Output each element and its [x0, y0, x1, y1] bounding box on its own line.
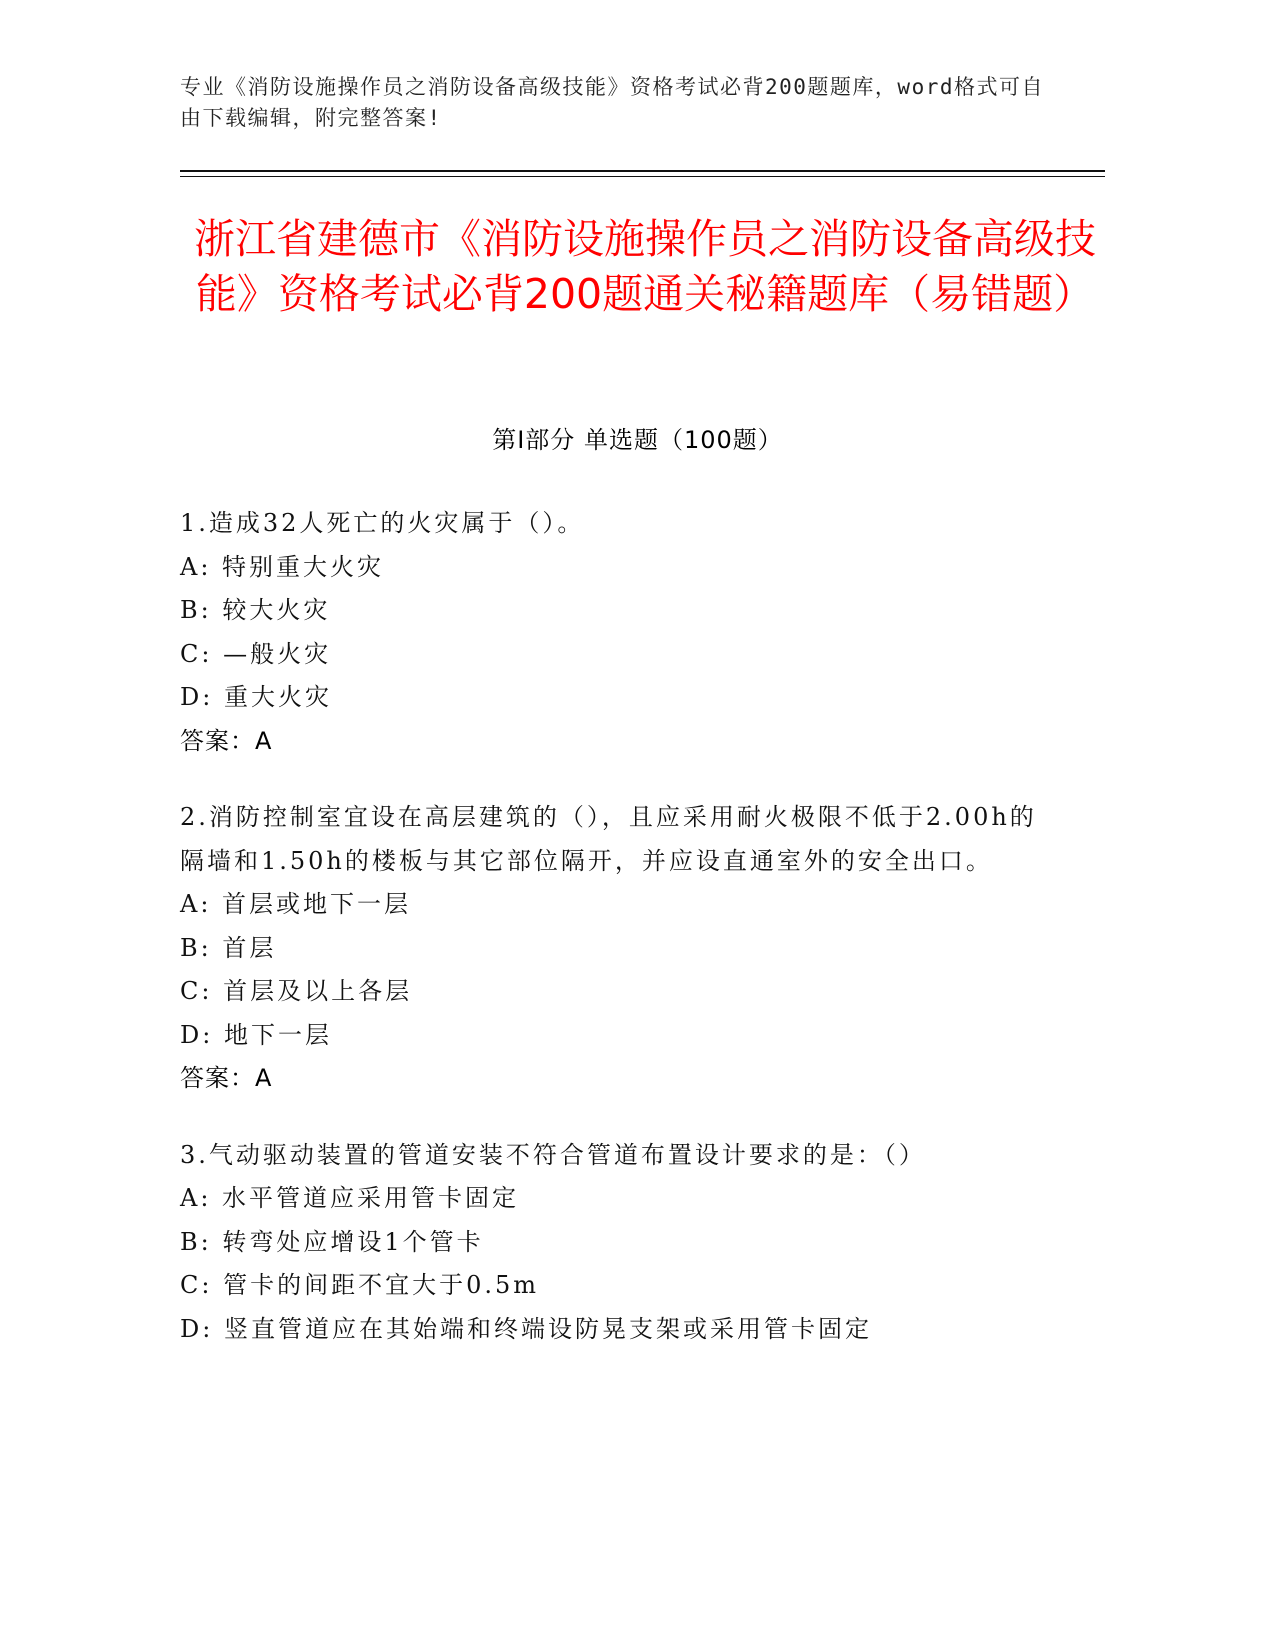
question-stem: 2.消防控制室宜设在高层建筑的（），且应采用耐火极限不低于2.00h的隔墙和1.50h的楼板与其它部位隔开，并应设直通室外的安全出口。 — [180, 803, 1037, 875]
option-c: C: 首层及以上各层 — [180, 977, 413, 1005]
question-stem: 3.气动驱动装置的管道安装不符合管道布置设计要求的是：（） — [180, 1140, 926, 1169]
section-title: 第I部分 单选题（100题） — [492, 426, 783, 454]
option-a: A: 特别重大火灾 — [180, 552, 385, 581]
header-divider-thick — [180, 170, 1105, 172]
question-2 — [180, 796, 1040, 1101]
option-a: A: 水平管道应采用管卡固定 — [180, 1184, 520, 1212]
question-3 — [180, 1134, 1040, 1352]
option-c: C: —般火灾 — [180, 639, 332, 668]
header-divider-thin — [180, 176, 1105, 177]
option-d: D: 地下一层 — [180, 1020, 332, 1049]
option-d: D: 竖直管道应在其始端和终端设防晃支架或采用管卡固定 — [180, 1314, 872, 1343]
question-list — [180, 502, 1040, 1384]
option-b: B: 转弯处应增设1个管卡 — [180, 1227, 484, 1256]
document-title: 浙江省建德市《消防设施操作员之消防设备高级技能》资格考试必背200题通关秘籍题库（易错题） — [194, 215, 1096, 318]
option-b: B: 较大火灾 — [180, 596, 331, 624]
header-note: 专业《消防设施操作员之消防设备高级技能》资格考试必背200题题库，word格式可自由下载编辑，附完整答案! — [180, 75, 1044, 130]
question-1 — [180, 502, 1040, 763]
option-a: A: 首层或地下一层 — [180, 890, 412, 918]
option-d: D: 重大火灾 — [180, 683, 332, 711]
option-b: B: 首层 — [180, 933, 277, 962]
answer-label: 答案：A — [180, 1064, 273, 1092]
question-stem: 1.造成32人死亡的火灾属于（）。 — [180, 509, 585, 537]
option-c: C: 管卡的间距不宜大于0.5m — [180, 1271, 540, 1299]
answer-label: 答案：A — [180, 726, 273, 755]
